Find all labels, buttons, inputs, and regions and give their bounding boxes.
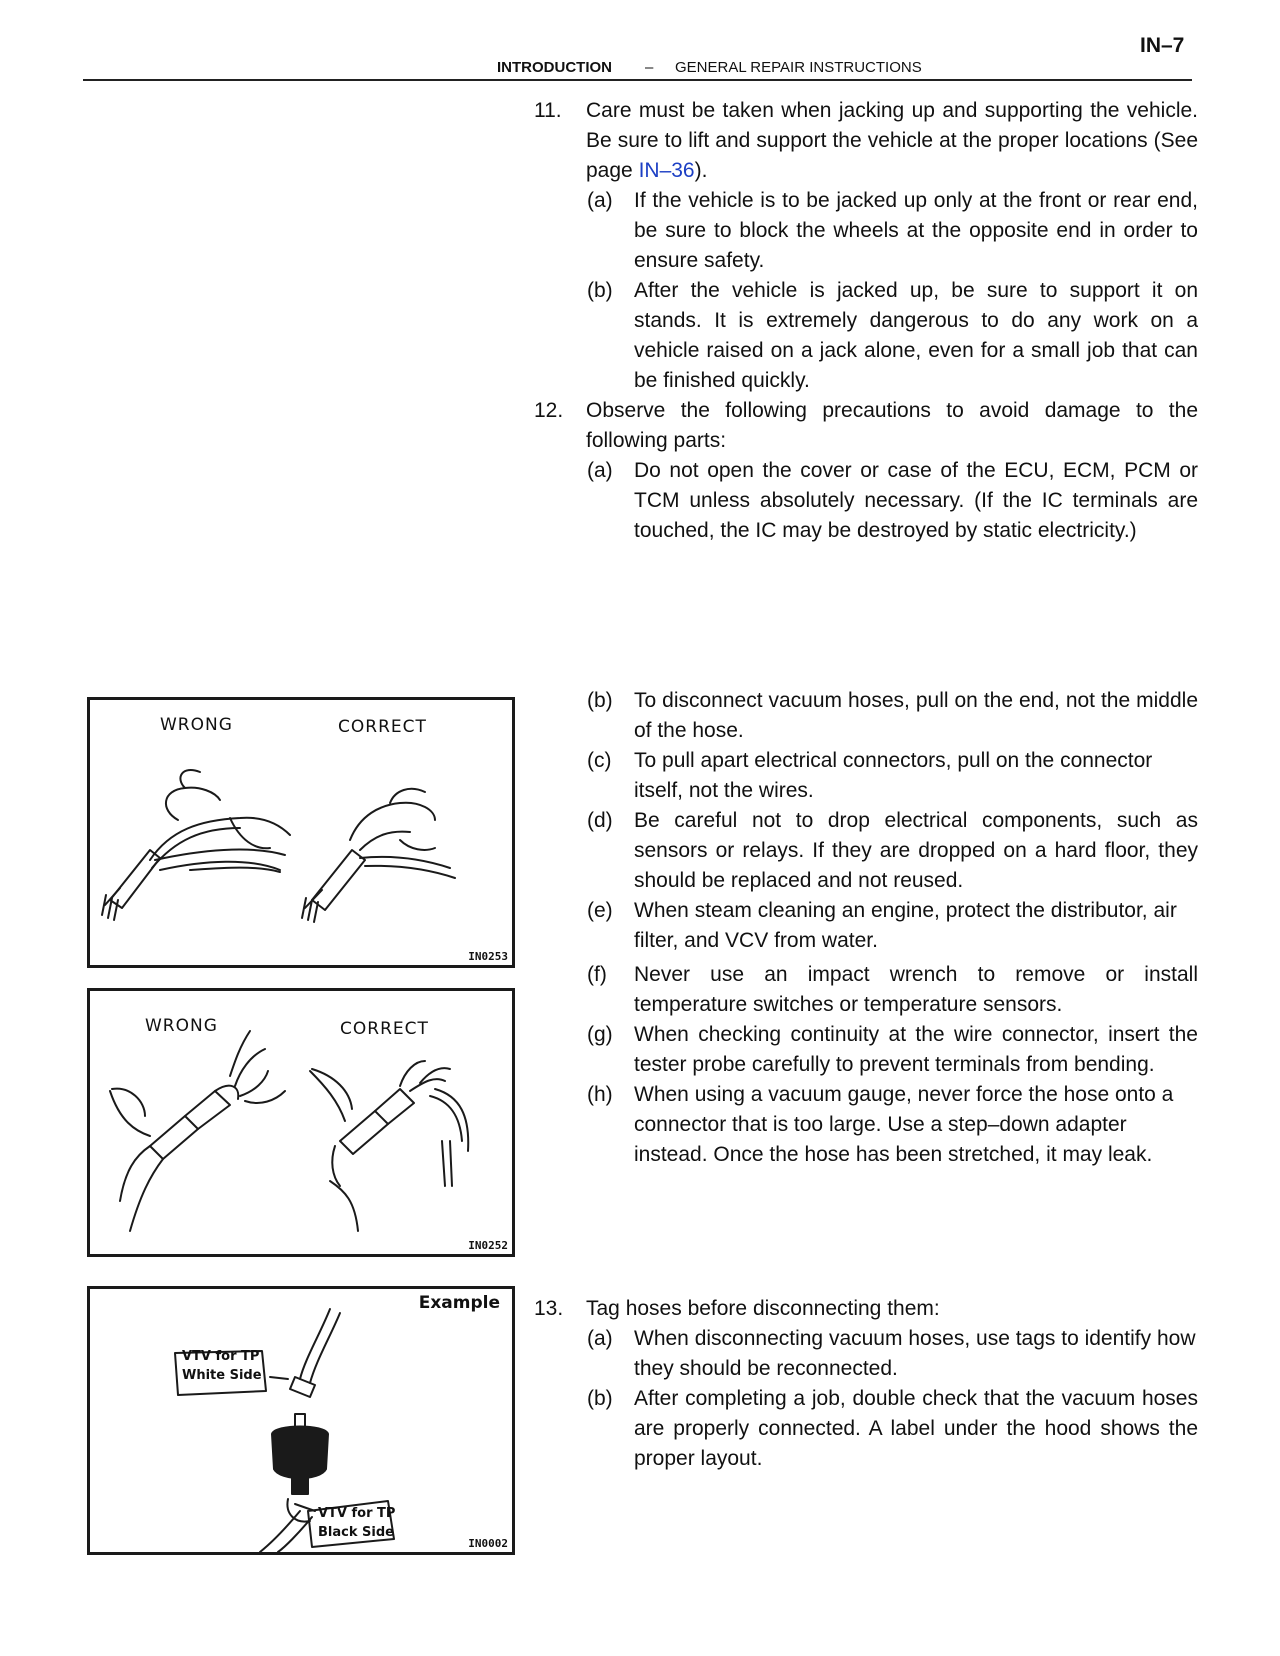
sub-text: After the vehicle is jacked up, be sure to support it on stands. It is extremely dangerous to do any work on a vehicle raised on a jack alone, even for a small job that can be finished quickly. (634, 279, 1198, 392)
item-11-sub-a (534, 186, 1198, 276)
figure-hose-tags (87, 1286, 515, 1555)
sub-text: Never use an impact wrench to remove or install temperature switches or temperature sensors. (634, 963, 1198, 1016)
text-block-1 (534, 96, 1198, 546)
sub-label: (e) (587, 899, 613, 922)
figure-connectors (87, 988, 515, 1257)
sub-text: When using a vacuum gauge, never force the hose onto a connector that is too large. Use a step–down adapter instead. Once the hose has been stretched, it may leak. (634, 1083, 1174, 1166)
sub-text: When disconnecting vacuum hoses, use tags to identify how they should be reconnected. (634, 1327, 1196, 1380)
sub-label: (b) (587, 689, 613, 712)
tag-label-black-side-line1: VTV for TP (318, 1506, 396, 1521)
text-block-2 (534, 686, 1198, 1170)
wrong-label: WRONG (160, 715, 233, 735)
header-section: INTRODUCTION (497, 59, 612, 76)
item-12-sub-a (534, 456, 1198, 546)
figure-code: IN0253 (468, 950, 508, 963)
wrong-label: WRONG (145, 1016, 218, 1036)
item-text-tail: ). (694, 159, 708, 182)
item-text: Care must be taken when jacking up and supporting the vehicle. Be sure to lift and support the vehicle at the proper locations (See page (586, 99, 1198, 182)
item-number: 12. (534, 399, 564, 422)
sub-text: Be careful not to drop electrical components, such as sensors or relays. If they are dropped on a hard floor, they should be replaced and not reused. (634, 809, 1198, 892)
figure-code: IN0252 (468, 1239, 508, 1252)
item-12-sub-f (534, 960, 1198, 1020)
item-13 (534, 1294, 1198, 1324)
sub-text: To disconnect vacuum hoses, pull on the end, not the middle of the hose. (634, 689, 1198, 742)
item-12-sub-e (534, 896, 1198, 956)
item-number: 13. (534, 1297, 564, 1320)
sub-label: (h) (587, 1083, 613, 1106)
sub-label: (a) (587, 189, 613, 212)
figure-code: IN0002 (468, 1537, 508, 1550)
sub-text: After completing a job, double check that the vacuum hoses are properly connected. A label under the hood shows the proper layout. (634, 1387, 1198, 1470)
header-rule (83, 79, 1192, 81)
tag-label-white-side-line2: White Side (182, 1368, 262, 1383)
sub-label: (f) (587, 963, 607, 986)
item-12-sub-b (534, 686, 1198, 746)
item-text: Observe the following precautions to avoid damage to the following parts: (586, 399, 1198, 452)
tag-label-black-side-line2: Black Side (318, 1525, 394, 1540)
example-label: Example (418, 1293, 500, 1313)
hose-tag-illustration (90, 1289, 512, 1552)
sub-label: (d) (587, 809, 613, 832)
header-topic: GENERAL REPAIR INSTRUCTIONS (675, 59, 922, 76)
item-12-sub-c (534, 746, 1198, 806)
item-12-sub-g (534, 1020, 1198, 1080)
sub-label: (c) (587, 749, 612, 772)
sub-text: When checking continuity at the wire connector, insert the tester probe carefully to prevent terminals from bending. (634, 1023, 1198, 1076)
figure-vacuum-hose (87, 697, 515, 968)
text-block-3 (534, 1294, 1198, 1474)
sub-label: (g) (587, 1023, 613, 1046)
sub-label: (b) (587, 1387, 613, 1410)
sub-label: (b) (587, 279, 613, 302)
sub-label: (a) (587, 459, 613, 482)
correct-label: CORRECT (340, 1019, 429, 1039)
item-12-sub-d (534, 806, 1198, 896)
sub-text: If the vehicle is to be jacked up only at the front or rear end, be sure to block the wheels at the opposite end in order to ensure safety. (634, 189, 1198, 272)
correct-label: CORRECT (338, 717, 427, 737)
sub-label: (a) (587, 1327, 613, 1350)
tag-label-white-side-line1: VTV for TP (182, 1349, 260, 1364)
sub-text: When steam cleaning an engine, protect the distributor, air filter, and VCV from water. (634, 899, 1177, 952)
vacuum-hose-illustration (90, 700, 512, 965)
sub-text: Do not open the cover or case of the ECU, ECM, PCM or TCM unless absolutely necessary. (If the IC terminals are touched, the IC may be destroyed by static electricity.) (634, 459, 1198, 542)
item-11-sub-b (534, 276, 1198, 396)
item-11 (534, 96, 1198, 186)
page-link-in-36[interactable]: IN–36 (638, 159, 695, 182)
item-12-sub-h (534, 1080, 1198, 1170)
sub-text: To pull apart electrical connectors, pull on the connector itself, not the wires. (634, 749, 1153, 802)
item-13-sub-b (534, 1384, 1198, 1474)
item-12 (534, 396, 1198, 456)
item-13-sub-a (534, 1324, 1198, 1384)
item-text: Tag hoses before disconnecting them: (586, 1297, 940, 1320)
item-number: 11. (534, 99, 562, 122)
header-dash: – (645, 59, 654, 76)
page-number: IN–7 (1140, 34, 1185, 57)
